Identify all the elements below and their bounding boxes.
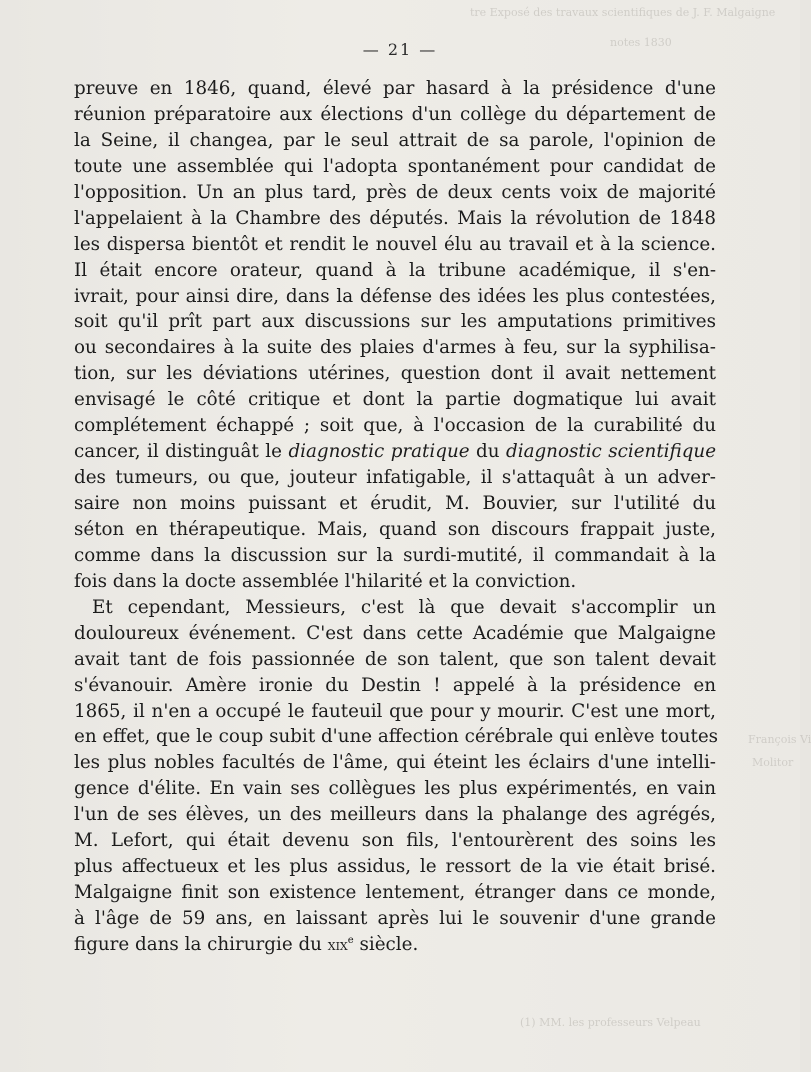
text-line: Il était encore orateur, quand à la tribune académique, il s'en- (74, 259, 716, 281)
text-line-final (74, 932, 716, 958)
text-line: comme dans la discussion sur la surdi-mutité, il commandait à la (74, 544, 716, 566)
text-segment: figure dans la chirurgie du (74, 933, 322, 955)
text-line: des tumeurs, ou que, jouteur infatigable, il s'attaquât à un adver- (74, 467, 716, 489)
text-line: douloureux événement. C'est dans cette Académie que Malgaigne (74, 622, 716, 644)
text-line: l'un de ses élèves, un des meilleurs dans la phalange des agrégés, (74, 804, 716, 826)
show-through-text-right1: François Vi (748, 733, 811, 746)
text-line: tion, sur les déviations utérines, question dont il avait nettement (74, 363, 716, 385)
show-through-text-bottom: (1) MM. les professeurs Velpeau (520, 1016, 701, 1029)
text-line: envisagé le côté critique et dont la partie dogmatique lui avait (74, 389, 716, 411)
text-line: saire non moins puissant et érudit, M. Bouvier, sur l'utilité du (74, 493, 716, 514)
body-text (74, 76, 719, 958)
text-line: séton en thérapeutique. Mais, quand son discours frappait juste, (74, 518, 716, 540)
show-through-text-right2: Molitor (752, 756, 794, 769)
text-line: à l'âge de 59 ans, en laissant après lui le souvenir d'une grande (74, 908, 716, 929)
text-line: gence d'élite. En vain ses collègues les plus expérimentés, en vain (74, 778, 716, 800)
text-line: ivrait, pour ainsi dire, dans la défense des idées les plus contestées, (74, 285, 716, 307)
text-line: avait tant de fois passionnée de son talent, que son talent devait (74, 648, 716, 670)
text-segment: cancer, il distinguât le (74, 441, 282, 463)
page-number: — 21 — (362, 40, 438, 59)
text-line: s'évanouir. Amère ironie du Destin ! appelé à la présidence en (74, 674, 716, 696)
text-line: l'appelaient à la Chambre des députés. Mais la révolution de 1848 (74, 207, 716, 229)
paragraph-1 (74, 76, 716, 595)
text-line: réunion préparatoire aux élections d'un collège du département de (74, 103, 716, 125)
text-line: soit qu'il prît part aux discussions sur les amputations primitives (74, 311, 716, 333)
text-line: toute une assemblée qui l'adopta spontanément pour candidat de (74, 155, 716, 177)
show-through-text-top2: notes 1830 (610, 36, 672, 49)
text-line: les plus nobles facultés de l'âme, qui éteint les éclairs d'une intelli- (74, 752, 716, 774)
text-line: l'opposition. Un an plus tard, près de deux cents voix de majorité (74, 181, 716, 203)
text-line: complétement échappé ; soit que, à l'occasion de la curabilité du (74, 415, 716, 437)
text-line: la Seine, il changea, par le seul attrait de sa parole, l'opinion de (74, 129, 716, 151)
text-line-cancer (74, 439, 716, 465)
italic-phrase-diagnostic-scientifique: diagnostic scientifique (506, 441, 717, 463)
text-line: Malgaigne finit son existence lentement, étranger dans ce monde, (74, 882, 716, 904)
text-line: ou secondaires à la suite des plaies d'armes à feu, sur la syphilisa- (74, 337, 716, 359)
text-line: 1865, il n'en a occupé le fauteuil que pour y mourir. C'est une mort, (74, 700, 716, 722)
italic-phrase-diagnostic-pratique: diagnostic pratique (288, 441, 470, 463)
text-line: preuve en 1846, quand, élevé par hasard à la présidence d'une (74, 78, 716, 99)
paragraph-2 (74, 595, 719, 958)
century-numeral: xix (327, 935, 348, 954)
text-segment: du (476, 441, 500, 463)
text-line: plus affectueux et les plus assidus, le ressort de la vie était brisé. (74, 856, 716, 878)
century-superscript: e (347, 934, 354, 946)
text-line: en effet, que le coup subit d'une affection cérébrale qui enlève toutes (74, 726, 719, 748)
text-line: fois dans la docte assemblée l'hilarité et la conviction. (74, 570, 577, 592)
text-line: Et cependant, Messieurs, c'est là que devait s'accomplir un (92, 596, 716, 618)
show-through-text-top: tre Exposé des travaux scientifiques de J. F. Malgaigne (470, 6, 776, 19)
text-segment: siècle. (359, 933, 419, 955)
text-line: les dispersa bientôt et rendit le nouvel élu au travail et à la science. (74, 233, 716, 255)
text-line: M. Lefort, qui était devenu son fils, l'entourèrent des soins les (74, 830, 716, 852)
